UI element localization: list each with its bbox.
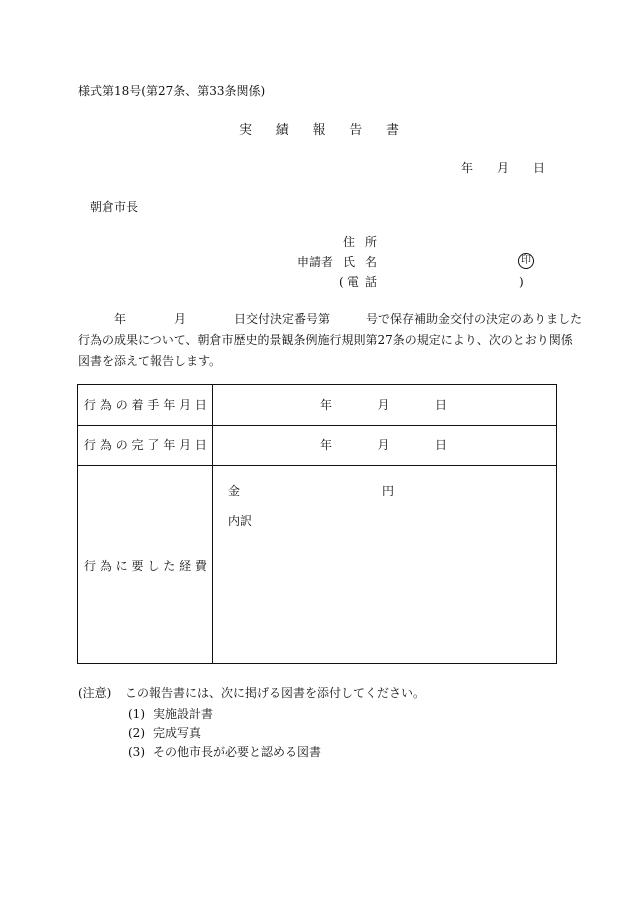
title-char: 書 xyxy=(385,123,399,138)
label-char: 完 xyxy=(131,438,144,452)
title-char: 告 xyxy=(349,123,363,138)
address-char: 所 xyxy=(364,235,377,249)
body-month: 月 xyxy=(174,312,187,326)
label-char: 費 xyxy=(194,559,207,573)
breakdown-label: 内訳 xyxy=(228,514,253,528)
date-month: 月 xyxy=(496,161,509,175)
label-char: に xyxy=(115,559,128,573)
seal-mark: 印 xyxy=(518,253,534,269)
list-item xyxy=(128,746,321,758)
table-row xyxy=(78,425,556,466)
label-char: た xyxy=(163,559,176,573)
label-char: 了 xyxy=(147,438,160,452)
item-text: 完成写真 xyxy=(153,726,202,740)
label-char: 要 xyxy=(131,559,144,573)
start-date-value xyxy=(320,399,447,411)
title-char: 報 xyxy=(312,123,326,138)
date-year: 年 xyxy=(320,438,333,452)
item-number: (1) xyxy=(128,707,145,721)
submission-date xyxy=(461,162,545,174)
applicant-label: 申請者 xyxy=(297,255,334,269)
expense-label xyxy=(84,560,207,572)
completion-date-value xyxy=(320,439,447,451)
tel-label xyxy=(347,276,377,288)
label-char: 経 xyxy=(179,559,192,573)
document-title xyxy=(239,124,399,137)
item-number: (2) xyxy=(128,726,145,740)
label-char: 為 xyxy=(99,398,112,412)
body-line-2: 行為の成果について、朝倉市歴史的景観条例施行規則第27条の規定により、次のとおり関係 xyxy=(78,333,573,347)
item-text: 実施設計書 xyxy=(153,707,214,721)
name-char: 氏 xyxy=(343,255,356,269)
label-char: 月 xyxy=(179,438,192,452)
label-char: 日 xyxy=(194,438,207,452)
table-row xyxy=(78,465,556,663)
date-day: 日 xyxy=(532,161,545,175)
label-char: 年 xyxy=(163,398,176,412)
label-char: 着 xyxy=(131,398,144,412)
notes-heading: (注意) xyxy=(78,686,112,700)
address-label xyxy=(343,236,377,248)
report-table xyxy=(77,384,557,664)
addressee: 朝倉市長 xyxy=(90,200,139,214)
label-char: し xyxy=(147,559,160,573)
amount-unit: 円 xyxy=(382,484,395,498)
label-char: 為 xyxy=(99,438,112,452)
body-year: 年 xyxy=(114,312,127,326)
date-year: 年 xyxy=(461,161,474,175)
body-decision-no: 日交付決定番号第 xyxy=(234,312,331,326)
label-char: 行 xyxy=(84,398,97,412)
completion-date-label xyxy=(84,439,207,451)
date-month: 月 xyxy=(377,398,390,412)
item-number: (3) xyxy=(128,745,145,759)
date-month: 月 xyxy=(377,438,390,452)
label-char: の xyxy=(115,398,128,412)
label-char: 為 xyxy=(99,559,112,573)
name-label xyxy=(343,256,377,268)
title-char: 績 xyxy=(275,123,289,138)
table-row xyxy=(78,385,556,426)
body-line-1 xyxy=(78,309,583,330)
label-char: 月 xyxy=(179,398,192,412)
list-item xyxy=(128,708,213,720)
body-line-3: 図書を添えて報告します。 xyxy=(78,354,222,368)
date-day: 日 xyxy=(434,438,447,452)
label-char: 手 xyxy=(147,398,160,412)
tel-paren-close: ) xyxy=(519,275,524,289)
date-day: 日 xyxy=(434,398,447,412)
form-number: 様式第18号(第27条、第33条関係) xyxy=(78,84,266,98)
list-item xyxy=(128,727,201,739)
title-char: 実 xyxy=(239,123,253,138)
body-decision-text: 号で保存補助金交付の決定のありました xyxy=(366,312,583,326)
label-char: 行 xyxy=(84,438,97,452)
item-text: その他市長が必要と認める図書 xyxy=(153,745,322,759)
notes-text: この報告書には、次に掲げる図書を添付してください。 xyxy=(125,686,426,700)
amount-prefix: 金 xyxy=(228,484,241,498)
address-char: 住 xyxy=(343,235,356,249)
report-body xyxy=(78,309,583,372)
tel-char: 電 xyxy=(347,275,360,289)
start-date-label xyxy=(84,399,207,411)
date-year: 年 xyxy=(320,398,333,412)
label-char: 年 xyxy=(163,438,176,452)
label-char: の xyxy=(115,438,128,452)
label-char: 日 xyxy=(194,398,207,412)
tel-paren-open: ( xyxy=(339,275,344,289)
tel-char: 話 xyxy=(364,275,377,289)
label-char: 行 xyxy=(84,559,97,573)
name-char: 名 xyxy=(364,255,377,269)
